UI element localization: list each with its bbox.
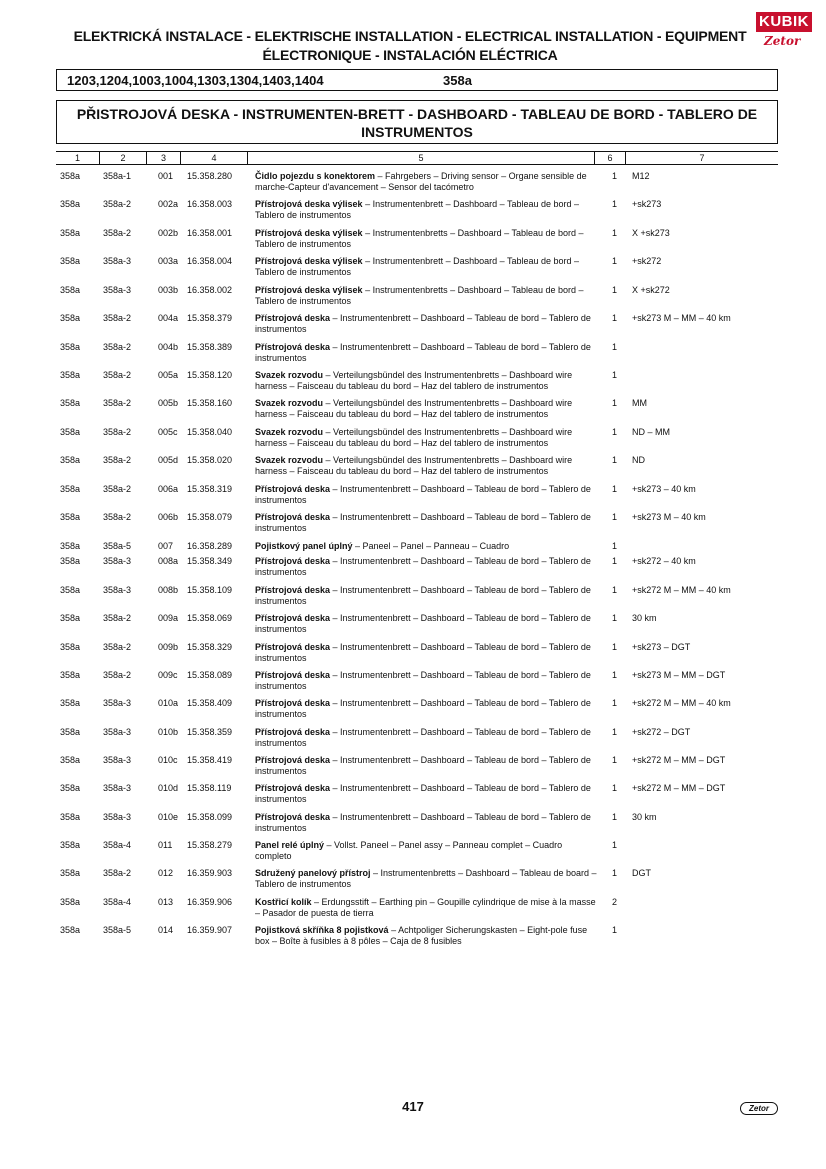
figure-position: 358a-3 xyxy=(103,812,132,822)
part-translations: – Verteilungsbündel des Instrumentenbretts – Dashboard wire harness – Faisceau du tableau du bord – Haz del tablero de instrumentos xyxy=(255,398,573,419)
item-number: 002a xyxy=(158,199,179,209)
note: +sk273 – DGT xyxy=(632,642,691,652)
part-translations: – Instrumentenbrett – Dashboard – Tableau de bord – Tablero de instrumentos xyxy=(255,313,591,334)
part-number: 15.358.280 xyxy=(187,171,233,181)
page-number: 417 xyxy=(402,1099,424,1114)
item-number: 005b xyxy=(158,398,179,408)
figure-position: 358a-1 xyxy=(103,171,132,181)
part-description xyxy=(255,171,600,193)
item-number: 005c xyxy=(158,427,178,437)
part-number: 15.358.279 xyxy=(187,840,233,850)
part-number: 15.358.099 xyxy=(187,812,233,822)
part-translations: – Instrumentenbrett – Dashboard – Tableau de bord – Tablero de instrumentos xyxy=(255,812,591,833)
quantity: 1 xyxy=(612,484,618,494)
part-description xyxy=(255,868,600,890)
quantity: 1 xyxy=(612,228,618,238)
part-name-czech: Přístrojová deska xyxy=(255,484,331,494)
note: +sk272 – DGT xyxy=(632,727,691,737)
item-number: 003b xyxy=(158,285,179,295)
part-number: 15.358.089 xyxy=(187,670,233,680)
figure-ref: 358a xyxy=(60,541,81,551)
figure-ref: 358a xyxy=(60,342,81,352)
part-name-czech: Přístrojová deska xyxy=(255,727,331,737)
part-translations: – Fahrgebers – Driving sensor – Organe sensible de marche-Capteur d'avancement – Sensor del tacómetro xyxy=(255,171,587,192)
figure-ref: 358a xyxy=(60,613,81,623)
figure-ref: 358a xyxy=(60,897,81,907)
note: X +sk273 xyxy=(632,228,670,238)
quantity: 2 xyxy=(612,897,618,907)
part-translations: – Instrumentenbrett – Dashboard – Tableau de bord – Tablero de instrumentos xyxy=(255,613,591,634)
column-header-5: 5 xyxy=(418,153,424,163)
figure-ref: 358a xyxy=(60,313,81,323)
figure-ref: 358a xyxy=(60,727,81,737)
column-header-2: 2 xyxy=(120,153,126,163)
note: +sk273 – 40 km xyxy=(632,484,696,494)
item-number: 004b xyxy=(158,342,179,352)
item-number: 007 xyxy=(158,541,174,551)
item-number: 004a xyxy=(158,313,179,323)
part-translations: – Instrumentenbretts – Dashboard – Tableau de bord – Tablero de instrumentos xyxy=(255,285,584,306)
figure-position: 358a-3 xyxy=(103,727,132,737)
note: +sk272 M – MM – 40 km xyxy=(632,698,731,708)
quantity: 1 xyxy=(612,370,618,380)
figure-ref: 358a xyxy=(60,285,81,295)
part-translations: – Instrumentenbrett – Dashboard – Tableau de bord – Tablero de instrumentos xyxy=(255,199,580,220)
part-name-czech: Přístrojová deska xyxy=(255,313,331,323)
item-number: 012 xyxy=(158,868,174,878)
figure-ref: 358a xyxy=(60,868,81,878)
item-number: 009c xyxy=(158,670,178,680)
part-number: 15.358.160 xyxy=(187,398,233,408)
figure-position: 358a-3 xyxy=(103,755,132,765)
part-description xyxy=(255,897,600,919)
part-number: 15.358.319 xyxy=(187,484,233,494)
part-number: 15.358.329 xyxy=(187,642,233,652)
figure-ref: 358a xyxy=(60,556,81,566)
part-number: 15.358.379 xyxy=(187,313,233,323)
part-number: 15.358.120 xyxy=(187,370,233,380)
item-number: 008b xyxy=(158,585,179,595)
quantity: 1 xyxy=(612,455,618,465)
part-name-czech: Svazek rozvodu xyxy=(255,370,324,380)
section-title-box xyxy=(56,100,778,144)
part-number: 15.358.409 xyxy=(187,698,233,708)
part-name-czech: Přístrojová deska výlisek xyxy=(255,285,363,295)
part-translations: – Vollst. Paneel – Panel assy – Panneau complet – Cuadro completo xyxy=(255,840,563,861)
part-translations: – Instrumentenbrett – Dashboard – Tableau de bord – Tablero de instrumentos xyxy=(255,256,580,277)
part-description xyxy=(255,313,600,335)
part-number: 16.359.906 xyxy=(187,897,233,907)
column-header-4: 4 xyxy=(211,153,217,163)
part-number: 16.359.903 xyxy=(187,868,233,878)
part-number: 15.358.079 xyxy=(187,512,233,522)
part-name-czech: Přístrojová deska xyxy=(255,670,331,680)
part-description xyxy=(255,256,600,278)
part-name-czech: Přístrojová deska xyxy=(255,698,331,708)
item-number: 011 xyxy=(158,840,173,850)
part-number: 15.358.389 xyxy=(187,342,233,352)
figure-ref: 358a xyxy=(60,256,81,266)
part-name-czech: Přístrojová deska xyxy=(255,585,331,595)
part-name-czech: Přístrojová deska výlisek xyxy=(255,256,363,266)
figure-position: 358a-4 xyxy=(103,840,132,850)
part-description xyxy=(255,613,600,635)
quantity: 1 xyxy=(612,398,618,408)
section-title-line-1: PŘISTROJOVÁ DESKA - INSTRUMENTEN-BRETT - DASHBOARD - TABLEAU DE BORD - TABLERO DE xyxy=(76,106,758,122)
note: +sk272 xyxy=(632,256,662,266)
item-number: 005a xyxy=(158,370,179,380)
figure-position: 358a-2 xyxy=(103,398,132,408)
column-header-row xyxy=(56,151,778,165)
note: +sk272 M – MM – 40 km xyxy=(632,585,731,595)
item-number: 010a xyxy=(158,698,179,708)
figure-ref: 358a xyxy=(60,783,81,793)
part-translations: – Instrumentenbrett – Dashboard – Tableau de bord – Tablero de instrumentos xyxy=(255,755,591,776)
figure-position: 358a-4 xyxy=(103,897,132,907)
quantity: 1 xyxy=(612,171,618,181)
part-number: 16.359.907 xyxy=(187,925,233,935)
part-name-czech: Přístrojová deska xyxy=(255,755,331,765)
quantity: 1 xyxy=(612,285,618,295)
model-list: 1203,1204,1003,1004,1303,1304,1403,1404 xyxy=(67,73,324,88)
item-number: 006b xyxy=(158,512,179,522)
figure-ref: 358a xyxy=(60,840,81,850)
figure-position: 358a-5 xyxy=(103,541,132,551)
part-number: 15.358.109 xyxy=(187,585,233,595)
figure-ref: 358a xyxy=(60,512,81,522)
part-description xyxy=(255,755,600,777)
figure-ref: 358a xyxy=(60,228,81,238)
figure-position: 358a-3 xyxy=(103,556,132,566)
title-line-1: ELEKTRICKÁ INSTALACE - ELEKTRISCHE INSTALLATION - ELECTRICAL INSTALLATION - EQUIPMENT xyxy=(73,28,747,44)
part-description xyxy=(255,783,600,805)
title-line-2: ÉLECTRONIQUE - INSTALACIÓN ELÉCTRICA xyxy=(262,47,558,63)
part-description xyxy=(255,427,600,449)
figure-position: 358a-2 xyxy=(103,370,132,380)
quantity: 1 xyxy=(612,755,618,765)
note: ND – MM xyxy=(632,427,670,437)
part-description xyxy=(255,812,600,834)
figure-position: 358a-2 xyxy=(103,670,132,680)
note: MM xyxy=(632,398,647,408)
part-translations: – Instrumentenbrett – Dashboard – Tableau de bord – Tablero de instrumentos xyxy=(255,698,591,719)
document-title xyxy=(60,27,760,65)
part-description xyxy=(255,285,600,307)
quantity: 1 xyxy=(612,868,618,878)
item-number: 006a xyxy=(158,484,179,494)
item-number: 001 xyxy=(158,171,174,181)
figure-ref: 358a xyxy=(60,171,81,181)
part-description xyxy=(255,585,600,607)
figure-position: 358a-2 xyxy=(103,199,132,209)
part-number: 15.358.040 xyxy=(187,427,233,437)
zetor-logo-text: Zetor xyxy=(764,34,801,48)
figure-ref: 358a xyxy=(60,670,81,680)
item-number: 005d xyxy=(158,455,179,465)
part-description xyxy=(255,642,600,664)
part-translations: – Verteilungsbündel des Instrumentenbretts – Dashboard wire harness – Faisceau du tableau du bord – Haz del tablero de instrumentos xyxy=(255,427,573,448)
part-name-czech: Sdružený panelový přístroj xyxy=(255,868,371,878)
quantity: 1 xyxy=(612,783,618,793)
item-number: 008a xyxy=(158,556,179,566)
figure-position: 358a-2 xyxy=(103,642,132,652)
figure-position: 358a-5 xyxy=(103,925,132,935)
figure-position: 358a-2 xyxy=(103,342,132,352)
quantity: 1 xyxy=(612,199,618,209)
figure-position: 358a-2 xyxy=(103,228,132,238)
note: 30 km xyxy=(632,812,657,822)
figure-ref: 358a xyxy=(60,585,81,595)
figure-position: 358a-2 xyxy=(103,484,132,494)
part-name-czech: Přístrojová deska xyxy=(255,812,331,822)
part-description xyxy=(255,199,600,221)
part-number: 16.358.002 xyxy=(187,285,233,295)
figure-ref: 358a xyxy=(60,199,81,209)
part-name-czech: Přístrojová deska xyxy=(255,613,331,623)
figure-ref: 358a xyxy=(60,698,81,708)
part-translations: – Paneel – Panel – Panneau – Cuadro xyxy=(352,541,510,551)
part-translations: – Instrumentenbrett – Dashboard – Tableau de bord – Tablero de instrumentos xyxy=(255,585,591,606)
item-number: 010d xyxy=(158,783,179,793)
figure-ref: 358a xyxy=(60,755,81,765)
part-name-czech: Přístrojová deska xyxy=(255,512,331,522)
figure-position: 358a-3 xyxy=(103,585,132,595)
figure-position: 358a-3 xyxy=(103,698,132,708)
part-name-czech: Čidlo pojezdu s konektorem xyxy=(255,171,376,181)
figure-position: 358a-3 xyxy=(103,256,132,266)
part-description xyxy=(255,342,600,364)
zetor-footer-logo: Zetor xyxy=(740,1102,778,1115)
section-code: 358a xyxy=(443,73,472,88)
item-number: 009b xyxy=(158,642,179,652)
note: M12 xyxy=(632,171,650,181)
note: 30 km xyxy=(632,613,657,623)
part-number: 16.358.289 xyxy=(187,541,233,551)
kubik-zetor-logo xyxy=(756,12,812,56)
note: ND xyxy=(632,455,645,465)
part-name-czech: Přístrojová deska výlisek xyxy=(255,228,363,238)
quantity: 1 xyxy=(612,512,618,522)
part-translations: – Verteilungsbündel des Instrumentenbretts – Dashboard wire harness – Faisceau du tableau du bord – Haz del tablero de instrumentos xyxy=(255,370,573,391)
quantity: 1 xyxy=(612,541,618,551)
item-number: 010b xyxy=(158,727,179,737)
part-translations: – Instrumentenbretts – Dashboard – Tableau de bord – Tablero de instrumentos xyxy=(255,228,584,249)
note: +sk273 xyxy=(632,199,662,209)
figure-ref: 358a xyxy=(60,484,81,494)
part-translations: – Erdungsstift – Earthing pin – Goupille cylindrique de mise à la masse – Pasador de puesta de tierra xyxy=(255,897,596,918)
part-name-czech: Přístrojová deska xyxy=(255,783,331,793)
column-header-3: 3 xyxy=(160,153,166,163)
figure-ref: 358a xyxy=(60,398,81,408)
part-description xyxy=(255,455,600,477)
part-translations: – Instrumentenbrett – Dashboard – Tableau de bord – Tablero de instrumentos xyxy=(255,670,591,691)
part-description xyxy=(255,925,600,947)
figure-position: 358a-2 xyxy=(103,313,132,323)
note: DGT xyxy=(632,868,651,878)
item-number: 010e xyxy=(158,812,179,822)
part-translations: – Instrumentenbrett – Dashboard – Tableau de bord – Tablero de instrumentos xyxy=(255,783,591,804)
column-header-6: 6 xyxy=(607,153,613,163)
item-number: 002b xyxy=(158,228,179,238)
part-description xyxy=(255,541,600,552)
quantity: 1 xyxy=(612,642,618,652)
quantity: 1 xyxy=(612,613,618,623)
part-translations: – Instrumentenbrett – Dashboard – Tableau de bord – Tablero de instrumentos xyxy=(255,484,591,505)
part-description xyxy=(255,840,600,862)
quantity: 1 xyxy=(612,313,618,323)
part-description xyxy=(255,556,600,578)
part-number: 16.358.003 xyxy=(187,199,233,209)
item-number: 010c xyxy=(158,755,178,765)
part-number: 15.358.069 xyxy=(187,613,233,623)
part-number: 16.358.004 xyxy=(187,256,233,266)
part-name-czech: Pojistkový panel úplný xyxy=(255,541,353,551)
figure-position: 358a-2 xyxy=(103,512,132,522)
part-description xyxy=(255,228,600,250)
quantity: 1 xyxy=(612,727,618,737)
part-description xyxy=(255,670,600,692)
part-name-czech: Přístrojová deska xyxy=(255,342,331,352)
quantity: 1 xyxy=(612,698,618,708)
part-description xyxy=(255,727,600,749)
part-description xyxy=(255,398,600,420)
part-name-czech: Kostřicí kolík xyxy=(255,897,312,907)
figure-ref: 358a xyxy=(60,925,81,935)
quantity: 1 xyxy=(612,427,618,437)
note: X +sk272 xyxy=(632,285,670,295)
part-name-czech: Svazek rozvodu xyxy=(255,427,324,437)
quantity: 1 xyxy=(612,256,618,266)
part-number: 15.358.020 xyxy=(187,455,233,465)
part-number: 16.358.001 xyxy=(187,228,233,238)
part-name-czech: Přístrojová deska xyxy=(255,556,331,566)
item-number: 014 xyxy=(158,925,174,935)
quantity: 1 xyxy=(612,342,618,352)
quantity: 1 xyxy=(612,840,618,850)
part-description xyxy=(255,698,600,720)
part-name-czech: Panel relé úplný xyxy=(255,840,325,850)
part-translations: – Instrumentenbretts – Dashboard – Tableau de board – Tablero de instrumentos xyxy=(255,868,597,889)
part-translations: – Instrumentenbrett – Dashboard – Tableau de bord – Tablero de instrumentos xyxy=(255,342,591,363)
column-header-7: 7 xyxy=(699,153,705,163)
part-name-czech: Svazek rozvodu xyxy=(255,398,324,408)
part-translations: – Instrumentenbrett – Dashboard – Tableau de bord – Tablero de instrumentos xyxy=(255,727,591,748)
part-name-czech: Pojistková skříňka 8 pojistková xyxy=(255,925,389,935)
item-number: 009a xyxy=(158,613,179,623)
item-number: 003a xyxy=(158,256,179,266)
quantity: 1 xyxy=(612,585,618,595)
figure-position: 358a-2 xyxy=(103,868,132,878)
note: +sk272 – 40 km xyxy=(632,556,696,566)
part-number: 15.358.419 xyxy=(187,755,233,765)
quantity: 1 xyxy=(612,556,618,566)
quantity: 1 xyxy=(612,812,618,822)
figure-position: 358a-2 xyxy=(103,455,132,465)
figure-ref: 358a xyxy=(60,455,81,465)
figure-position: 358a-2 xyxy=(103,613,132,623)
figure-position: 358a-3 xyxy=(103,285,132,295)
note: +sk273 M – MM – 40 km xyxy=(632,313,731,323)
figure-position: 358a-3 xyxy=(103,783,132,793)
section-title-line-2: INSTRUMENTOS xyxy=(361,124,473,140)
part-name-czech: Přístrojová deska xyxy=(255,642,331,652)
quantity: 1 xyxy=(612,670,618,680)
note: +sk272 M – MM – DGT xyxy=(632,783,726,793)
part-translations: – Instrumentenbrett – Dashboard – Tableau de bord – Tablero de instrumentos xyxy=(255,512,591,533)
part-translations: – Instrumentenbrett – Dashboard – Tableau de bord – Tablero de instrumentos xyxy=(255,642,591,663)
part-number: 15.358.119 xyxy=(187,783,232,793)
part-description xyxy=(255,370,600,392)
part-number: 15.358.359 xyxy=(187,727,233,737)
figure-position: 358a-2 xyxy=(103,427,132,437)
item-number: 013 xyxy=(158,897,174,907)
column-header-1: 1 xyxy=(74,153,80,163)
part-translations: – Achtpoliger Sicherungskasten – Eight-pole fuse box – Boîte à fusibles à 8 pôles – Caja de 8 fusibles xyxy=(255,925,588,946)
part-translations: – Instrumentenbrett – Dashboard – Tableau de bord – Tablero de instrumentos xyxy=(255,556,591,577)
part-description xyxy=(255,484,600,506)
note: +sk273 M – MM – DGT xyxy=(632,670,726,680)
part-name-czech: Přístrojová deska výlisek xyxy=(255,199,363,209)
part-translations: – Verteilungsbündel des Instrumentenbretts – Dashboard wire harness – Faisceau du tableau du bord – Haz del tablero de instrumentos xyxy=(255,455,573,476)
note: +sk273 M – 40 km xyxy=(632,512,706,522)
part-description xyxy=(255,512,600,534)
figure-ref: 358a xyxy=(60,812,81,822)
part-number: 15.358.349 xyxy=(187,556,233,566)
part-name-czech: Svazek rozvodu xyxy=(255,455,324,465)
kubik-logo-text: KUBIK xyxy=(756,12,812,32)
quantity: 1 xyxy=(612,925,618,935)
figure-ref: 358a xyxy=(60,642,81,652)
figure-ref: 358a xyxy=(60,427,81,437)
figure-ref: 358a xyxy=(60,370,81,380)
note: +sk272 M – MM – DGT xyxy=(632,755,726,765)
models-box xyxy=(56,69,778,91)
